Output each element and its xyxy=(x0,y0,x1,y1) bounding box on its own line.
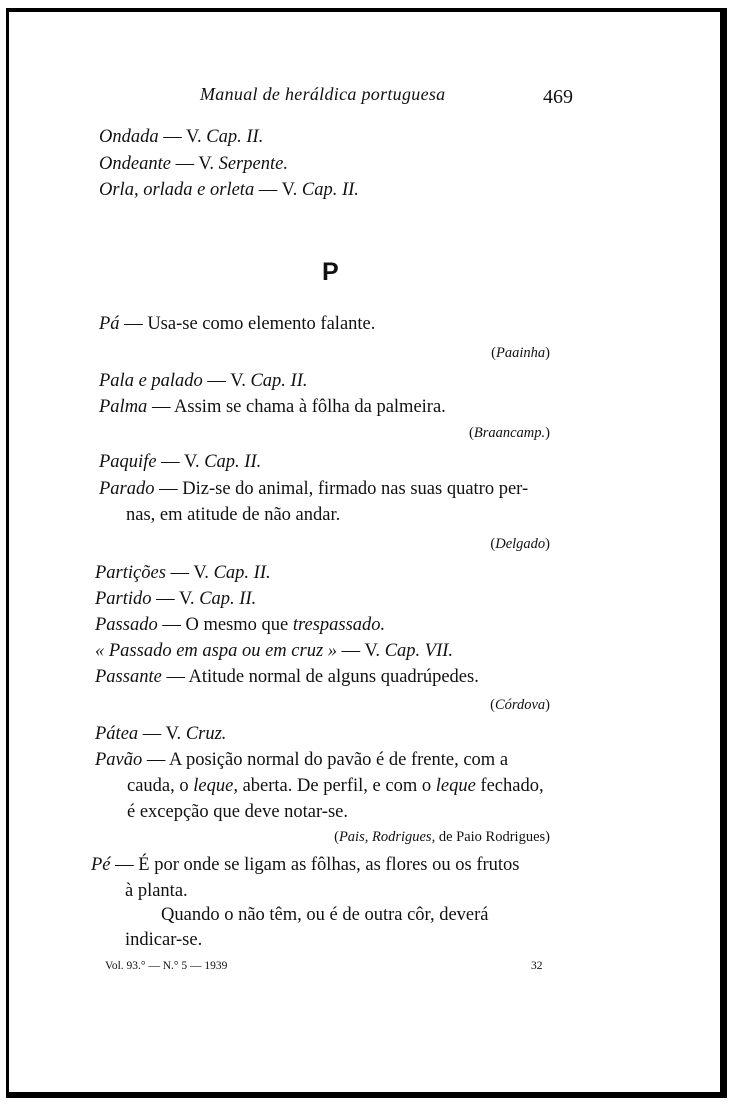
page-number: 469 xyxy=(543,86,573,108)
entry-parado-cont: nas, em atitude de não andar. xyxy=(126,505,341,525)
entry-pavao-cont2: é excepção que deve notar-se. xyxy=(127,802,348,822)
source-pa: (Paainha) xyxy=(491,345,550,361)
entry-pavao: Pavão — A posição normal do pavão é de frente, com a xyxy=(95,750,509,770)
entry-pala: Pala e palado — V. Cap. II. xyxy=(99,371,308,391)
entry-paquife: Paquife — V. Cap. II. xyxy=(99,452,262,472)
entry-partido: Partido — V. Cap. II. xyxy=(95,589,257,609)
section-letter: P xyxy=(322,258,339,286)
entry-passado: Passado — O mesmo que trespassado. xyxy=(95,615,386,635)
source-pavao: (Pais, Rodrigues, de Paio Rodrigues) xyxy=(334,829,550,845)
source-palma: (Braancamp.) xyxy=(469,425,550,441)
entry-passado-aspa: « Passado em aspa ou em cruz » — V. Cap. VII. xyxy=(95,641,454,661)
footer-volume: Vol. 93.° — N.° 5 — 1939 xyxy=(105,960,228,972)
entry-passante: Passante — Atitude normal de alguns quadrúpedes. xyxy=(95,667,479,687)
running-header-title: Manual de heráldica portuguesa xyxy=(200,84,446,104)
entry-patea: Pátea — V. Cruz. xyxy=(95,724,227,744)
entry-pa: Pá — Usa-se como elemento falante. xyxy=(99,314,376,334)
entry-ondada: Ondada — V. Cap. II. xyxy=(99,127,264,147)
footer-signature: 32 xyxy=(531,960,543,972)
entry-pe-cont1: à planta. xyxy=(125,881,188,901)
entry-palma: Palma — Assim se chama à fôlha da palmeira. xyxy=(99,397,446,417)
entry-pavao-cont1: cauda, o leque, aberta. De perfil, e com o leque fechado, xyxy=(127,776,544,796)
entry-particoes: Partições — V. Cap. II. xyxy=(95,563,271,583)
entry-orla: Orla, orlada e orleta — V. Cap. II. xyxy=(99,180,359,200)
entry-pe-para2: Quando o não têm, ou é de outra côr, deverá xyxy=(161,905,489,925)
source-passante: (Córdova) xyxy=(490,697,550,713)
entry-ondeante: Ondeante — V. Serpente. xyxy=(99,154,288,174)
entry-pe: Pé — É por onde se ligam as fôlhas, as flores ou os frutos xyxy=(91,855,520,875)
entry-pe-cont2: indicar-se. xyxy=(125,930,203,950)
entry-parado: Parado — Diz-se do animal, firmado nas suas quatro per- xyxy=(99,479,529,499)
source-parado: (Delgado) xyxy=(490,536,550,552)
